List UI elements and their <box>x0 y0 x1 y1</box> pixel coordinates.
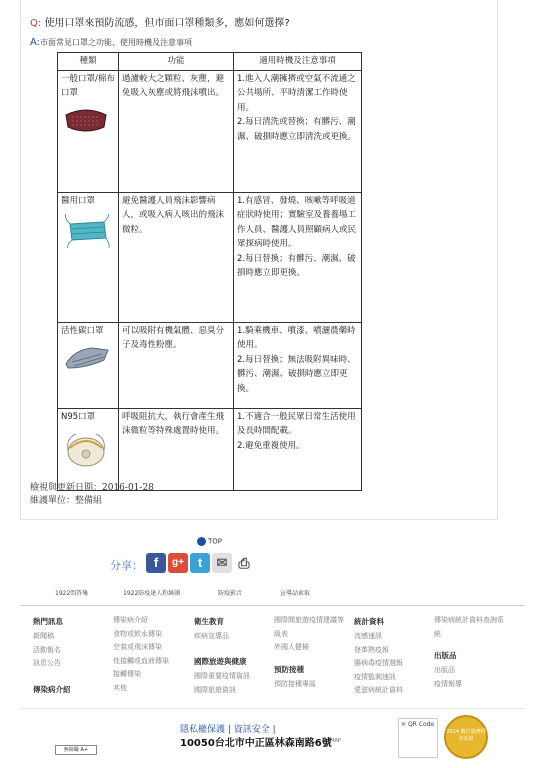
footer-heading[interactable]: 傳染病介紹 <box>33 685 71 694</box>
mask-type: N95口罩 <box>61 411 96 422</box>
footer-heading[interactable]: 衛生教育 <box>194 617 224 626</box>
footer-link[interactable]: 國際間旅遊疫情建議等級表 <box>274 616 344 638</box>
footer-link[interactable]: 國際重要疫情資訊 <box>194 672 250 680</box>
table-row <box>58 192 362 322</box>
back-to-top[interactable] <box>197 537 222 546</box>
close-icon: ✕ <box>401 721 407 728</box>
quick-link[interactable]: 宣導品索取 <box>280 590 311 597</box>
header-function: 功能 <box>119 53 234 71</box>
google-plus-icon[interactable]: g+ <box>168 553 188 573</box>
mask-function: 可以吸附有機氣體、惡臭分子及毒性粉塵。 <box>119 322 234 408</box>
twitter-icon[interactable]: t <box>190 553 210 573</box>
mask-note: 2.每日清洗或替換；有髒污、潮濕、破損時應立即清洗或更換。 <box>237 117 357 142</box>
footer-link[interactable]: 外國人健檢 <box>274 643 309 651</box>
footer-link[interactable]: 傳染病統計資料查詢系統 <box>434 616 504 638</box>
surgical-mask-image <box>64 214 110 248</box>
footer-heading[interactable]: 出版品 <box>434 651 457 660</box>
footer-list <box>354 630 403 698</box>
footer-link[interactable]: 食物或飲水傳染 <box>113 629 162 638</box>
mask-note: 1.不適合一般民眾日常生活使用及長時間配載。 <box>237 411 356 436</box>
mask-notes-cell <box>234 408 362 490</box>
footer-list <box>33 630 61 671</box>
map-link[interactable]: MAP <box>330 738 341 744</box>
footer-link[interactable]: 活動報名 <box>33 645 61 654</box>
mask-type-cell <box>58 408 119 490</box>
print-icon[interactable]: ⎙ <box>234 553 254 573</box>
carbon-mask-image <box>64 344 110 370</box>
footer-heading[interactable]: 預防接種 <box>274 665 304 674</box>
mask-note: 1.騎乘機車、噴漆、噴灑農藥時使用。 <box>237 325 356 350</box>
footer-link[interactable]: 流感速訊 <box>354 632 382 640</box>
quick-link[interactable]: 1922防疫達人粉絲團 <box>123 590 181 597</box>
service-badge[interactable]: 2014 數位服務標章認證 <box>444 715 488 759</box>
header-notes: 適用時機及注意事項 <box>234 53 362 71</box>
mask-type: 一般口罩/棉布口罩 <box>61 73 115 98</box>
footer-link[interactable]: 愛滋病統計資料 <box>354 686 403 694</box>
mask-type: 醫用口罩 <box>61 195 96 206</box>
maintainer: 維護單位：整備組 <box>30 496 103 506</box>
cloth-mask-image <box>64 107 108 133</box>
footer-link[interactable]: 接觸傳染 <box>113 670 141 678</box>
footer-link[interactable]: 腸病毒疫情週報 <box>354 659 403 667</box>
qr-code[interactable] <box>398 718 438 758</box>
footer-link[interactable]: 國際旅遊資訊 <box>194 685 236 694</box>
table-row <box>58 322 362 408</box>
mask-type-cell <box>58 70 119 192</box>
footer-list <box>113 614 169 695</box>
answer-label: A: <box>30 37 41 48</box>
table-row <box>58 408 362 490</box>
footer-list <box>434 664 462 691</box>
mask-notes-cell <box>234 70 362 192</box>
table-row <box>58 70 362 192</box>
mask-note: 2.每日替換；有髒污、潮濕、破損時應立即更換。 <box>237 253 356 278</box>
mask-function: 呼吸阻抗大，執行會產生飛沫微粒等特殊處置時使用。 <box>119 408 234 490</box>
mask-type-cell <box>58 322 119 408</box>
top-arrow-icon <box>197 537 206 546</box>
header-type: 種類 <box>58 53 119 71</box>
footer-list <box>194 670 250 697</box>
mask-note: 1.有感冒、發燒、咳嗽等呼吸道症狀時使用；實驗室及養養場工作人員、醫護人員照顧病人或民眾探病時使用。 <box>237 195 357 249</box>
question <box>30 14 290 29</box>
footer-link[interactable]: 出版品 <box>434 666 455 674</box>
question-text: 使用口罩來預防流感，但市面口罩種類多，應如何選擇? <box>44 18 290 29</box>
qr-label: QR Code <box>407 721 435 728</box>
footer-heading[interactable]: 統計資料 <box>354 617 384 626</box>
mask-table <box>57 52 362 491</box>
answer <box>30 37 192 48</box>
footer-link[interactable]: 疫情報導 <box>434 679 462 688</box>
footer-link[interactable]: 性接觸或血液傳染 <box>113 656 169 665</box>
footer-divider <box>20 605 525 606</box>
top-label: TOP <box>208 537 223 546</box>
footer-link[interactable]: 疫情監測速訊 <box>354 672 396 681</box>
quick-link[interactable]: 1922問答集 <box>55 590 89 597</box>
quick-link[interactable]: 防疫影音 <box>218 590 243 597</box>
mask-notes-cell <box>234 192 362 322</box>
mask-function: 過濾較大之顆粒、灰塵，避免吸入灰塵或將飛沫噴出。 <box>119 70 234 192</box>
footer-link[interactable]: 其他 <box>113 683 127 692</box>
privacy-links[interactable]: 隱私權保護 | 資訊安全 | <box>180 725 276 735</box>
updated-date: 檢視與更新日期：2016-01-28 <box>30 483 154 493</box>
mask-note: 2.避免重複使用。 <box>237 440 305 451</box>
mask-type: 活性碳口罩 <box>61 325 104 336</box>
footer-link[interactable]: 新聞稿 <box>33 632 54 640</box>
address: 10050台北市中正區林森南路6號 <box>180 738 332 749</box>
mask-notes-cell <box>234 322 362 408</box>
footer-heading[interactable]: 熱門訊息 <box>33 617 63 626</box>
table-header-row <box>58 53 362 71</box>
mask-note: 1.進入人潮擁擠或空氣不流通之公共場所、平時清潔工作時使用。 <box>237 73 356 113</box>
n95-mask-image <box>64 430 108 468</box>
answer-text: 市面常見口罩之功能、使用時機及注意事項 <box>40 38 193 47</box>
mask-type-cell <box>58 192 119 322</box>
footer-link[interactable]: 預防接種專區 <box>274 680 316 688</box>
footer-link[interactable]: 訊息公告 <box>33 659 61 667</box>
question-label: Q: <box>30 18 42 29</box>
mask-note: 2.每日替換；無法吸附異味時、髒污、潮濕、破損時應立即更換。 <box>237 354 356 394</box>
email-icon[interactable]: ✉ <box>212 553 232 573</box>
footer-divider-2 <box>20 708 525 709</box>
footer-link[interactable]: 空氣或飛沫傳染 <box>113 643 162 651</box>
footer-link[interactable]: 疾病宣導品 <box>194 632 229 640</box>
footer-heading[interactable]: 國際旅遊與健康 <box>194 657 247 666</box>
share-label: 分享： <box>110 559 143 572</box>
footer-list <box>274 614 346 655</box>
mask-function: 避免醫護人員飛沫影響病人，或吸入病人咳出的飛沫微粒。 <box>119 192 234 322</box>
facebook-icon[interactable]: f <box>146 553 166 573</box>
footer-link[interactable]: 傳染病介紹 <box>113 616 148 624</box>
accessibility-badge[interactable]: 無障礙 A+ <box>55 745 97 755</box>
footer-link[interactable]: 登革熱疫報 <box>354 645 389 654</box>
